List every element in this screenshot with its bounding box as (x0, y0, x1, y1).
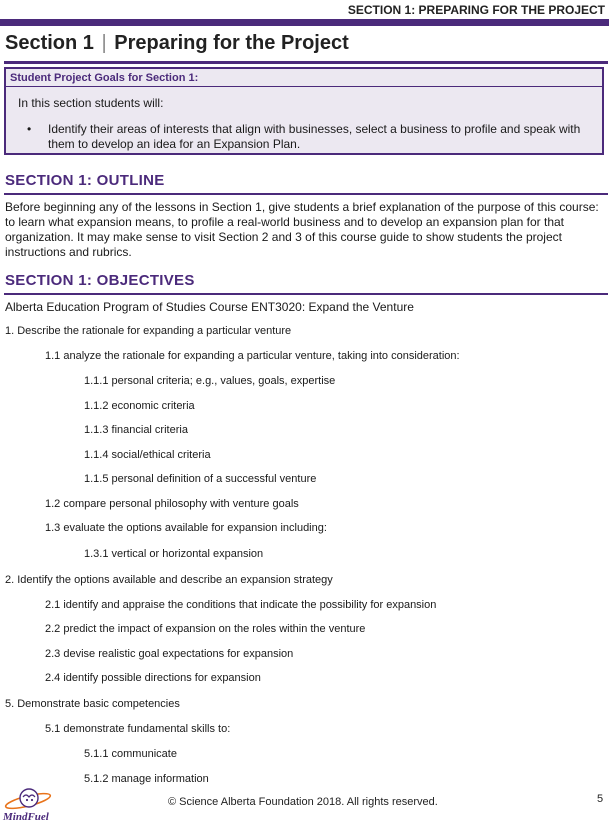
outline-paragraph: Before beginning any of the lessons in Section 1, give students a brief explanation of the purpose of this course: to learn what expansion means, to profile a real-world business and to develop an expansion plan for that organization. It may make sense to visit Section 2 and 3 of this course guide to show students the project instructions and rubrics. (5, 200, 599, 259)
objective-item: 2.3 devise realistic goal expectations for expansion (45, 648, 294, 660)
outline-heading: SECTION 1: OUTLINE (5, 172, 165, 189)
page-number: 5 (597, 793, 604, 805)
objective-item: 1.1 analyze the rationale for expanding a particular venture, taking into consideration: (45, 350, 460, 362)
goals-intro: In this section students will: (18, 96, 164, 110)
objective-item: 1.1.3 financial criteria (84, 424, 188, 436)
objective-item: 1. Describe the rationale for expanding a particular venture (5, 325, 292, 337)
objective-item: 1.3.1 vertical or horizontal expansion (84, 548, 264, 560)
goals-heading: Student Project Goals for Section 1: (10, 72, 199, 84)
objective-item: 5.1.2 manage information (84, 773, 209, 785)
footer-copyright: © Science Alberta Foundation 2018. All rights reserved. (168, 796, 438, 808)
mindfuel-logo-icon (2, 784, 62, 824)
objective-item: 1.1.5 personal definition of a successful venture (84, 473, 317, 485)
objective-item: 5.1.1 communicate (84, 748, 177, 760)
goals-divider (6, 86, 602, 87)
bullet-icon: • (27, 122, 32, 136)
student-goals-box (4, 67, 604, 155)
objective-item: 1.1.4 social/ethical criteria (84, 449, 211, 461)
objective-item: 1.1.2 economic criteria (84, 400, 195, 412)
objective-item: 1.3 evaluate the options available for expansion including: (45, 522, 327, 534)
section-label: SECTION 1: PREPARING FOR THE PROJECT (347, 3, 605, 17)
title-main: Section 1 (5, 32, 94, 54)
objectives-heading: SECTION 1: OBJECTIVES (5, 272, 195, 289)
title-rule (4, 61, 608, 64)
objective-item: 2.2 predict the impact of expansion on the roles within the venture (45, 623, 366, 635)
objective-item: 2.1 identify and appraise the conditions that indicate the possibility for expansion (45, 599, 437, 611)
header-rule (0, 19, 609, 26)
outline-rule (4, 193, 608, 195)
objective-item: 5. Demonstrate basic competencies (5, 698, 180, 710)
logo-text: MindFuel (3, 811, 49, 823)
objective-item: 2.4 identify possible directions for expansion (45, 672, 261, 684)
page-title (5, 32, 349, 55)
objective-item: 1.1.1 personal criteria; e.g., values, goals, expertise (84, 375, 336, 387)
objective-item: 1.2 compare personal philosophy with venture goals (45, 498, 299, 510)
objective-item: 5.1 demonstrate fundamental skills to: (45, 723, 231, 735)
course-title: Alberta Education Program of Studies Course ENT3020: Expand the Venture (5, 300, 414, 314)
title-sub: Preparing for the Project (114, 32, 349, 54)
goals-item: Identify their areas of interests that align with businesses, select a business to profile and speak with them to develop an idea for an Expansion Plan. (48, 122, 581, 151)
title-separator: | (101, 32, 107, 54)
objective-item: 2. Identify the options available and describe an expansion strategy (5, 574, 333, 586)
objectives-rule (4, 293, 608, 295)
